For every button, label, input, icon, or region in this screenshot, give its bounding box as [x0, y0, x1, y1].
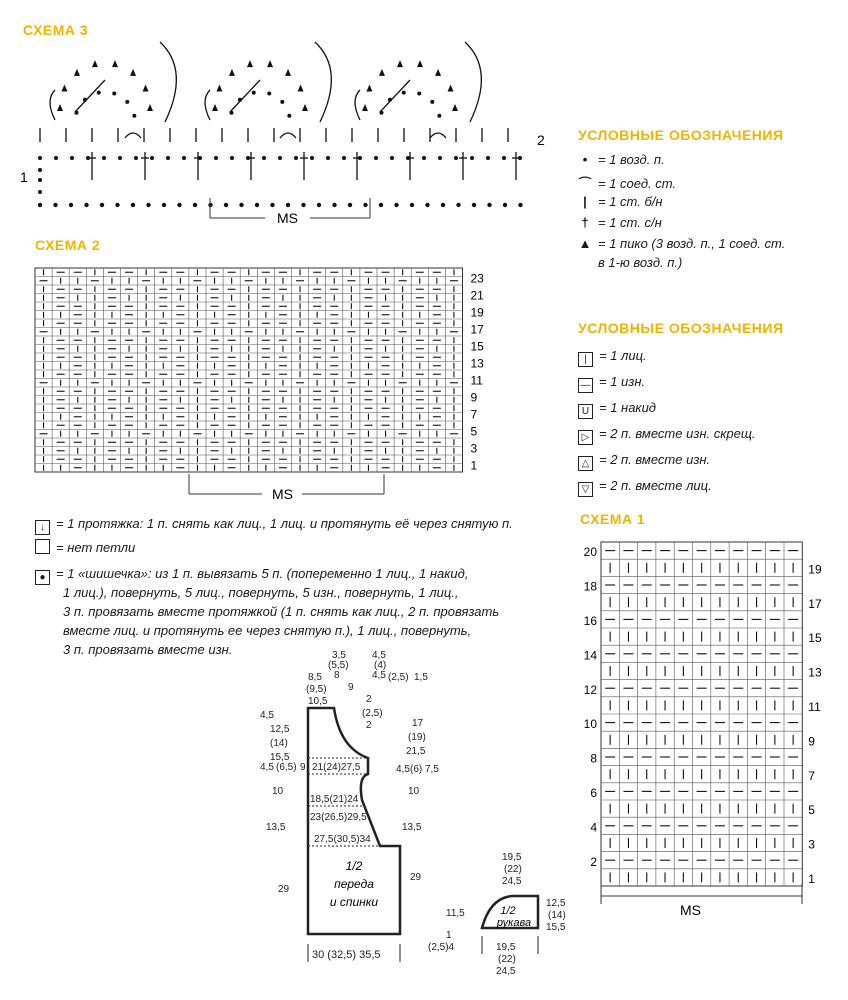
scheme3-chain-dot: [456, 203, 460, 207]
dim-s-bl2: (2,5)4: [428, 942, 455, 953]
legend1-item-bar: | = 1 ст. б/н: [578, 194, 663, 209]
dim-l8: 10: [272, 786, 284, 797]
scheme3-dot: [388, 98, 392, 102]
scheme3-chain-dot: [394, 203, 398, 207]
scheme2-row-number: 5: [470, 424, 478, 439]
dim-r3: 21,5: [406, 746, 426, 757]
scheme2-row-number: 11: [470, 373, 483, 388]
scheme1-right-number: 9: [808, 734, 815, 749]
dim-sh1: 8,5: [308, 672, 322, 683]
scheme3-chain-dot: [53, 203, 57, 207]
scheme3-dot: [112, 91, 116, 95]
legend2-item-crossed-purl: ▷ = 2 п. вместе изн. скрещ.: [578, 426, 756, 445]
scheme3-picot: [298, 84, 304, 91]
dot-icon: •: [582, 152, 588, 167]
scheme3-chain-dot: [503, 203, 507, 207]
scheme3-chain-dot: [454, 156, 458, 160]
scheme3-chain-dot: [146, 203, 150, 207]
scheme3-arrow-right: [465, 42, 481, 122]
dim-s-top1: 19,5: [502, 852, 522, 863]
scheme3-picot: [267, 60, 273, 67]
scheme2-row-number: 17: [470, 322, 484, 337]
dim-s-top2: (22): [504, 864, 522, 875]
scheme3-chain-dot: [294, 156, 298, 160]
dim-l6: (6,5): [276, 762, 297, 773]
dim-r2: (19): [408, 732, 426, 743]
dim-l9: 13,5: [266, 822, 286, 833]
dim-sh2: (9,5): [306, 684, 327, 695]
scheme3-dot: [252, 91, 256, 95]
legend1-item-cross: † = 1 ст. с/н: [578, 215, 662, 230]
scheme3-picot: [247, 60, 253, 67]
scheme3-arrow-diag: [380, 80, 410, 112]
dim-top3: 8: [334, 670, 340, 681]
dim-neck-w: 9: [348, 682, 354, 693]
scheme3-chain-dot: [38, 156, 42, 160]
scheme3-chain-dot: [38, 203, 42, 207]
scheme3-chain-dot: [182, 156, 186, 160]
scheme3-chain-dot: [115, 203, 119, 207]
scheme3-chain-dot: [278, 156, 282, 160]
scheme3-chain-dot: [342, 156, 346, 160]
dim-s-bot1: 19,5: [496, 942, 516, 953]
legend2-item-purl: — = 1 изн.: [578, 374, 645, 393]
scheme3-chain-dot: [470, 156, 474, 160]
scheme3-chain-dot: [438, 156, 442, 160]
scheme1-right-number: 1: [808, 872, 815, 886]
dim-r6: 7,5: [425, 764, 439, 775]
dim-l10: 29: [278, 884, 290, 895]
scheme3-chain-dot: [84, 203, 88, 207]
dim-nd2: (2,5): [362, 708, 383, 719]
legend2-title: УСЛОВНЫЕ ОБОЗНАЧЕНИЯ: [578, 320, 784, 336]
scheme3-dot: [229, 111, 233, 115]
scheme3-slip-arc: [430, 133, 446, 138]
pattern-diagram: [250, 640, 580, 1000]
scheme3-dot: [437, 114, 441, 118]
scheme3-picot: [74, 69, 80, 76]
body-label-2: переда: [334, 877, 374, 891]
scheme3-chain-dot: [310, 156, 314, 160]
dim-top1: 3,5: [332, 650, 346, 661]
scheme3-chain-dot: [286, 203, 290, 207]
scheme3-chain-dot: [379, 203, 383, 207]
scheme1-right-number: 3: [808, 837, 815, 852]
scheme3-dot: [267, 91, 271, 95]
scheme3-picot: [417, 60, 423, 67]
scheme3-arrow-left: [50, 90, 55, 120]
dim-r9: 29: [410, 872, 422, 883]
dim-r7: 10: [408, 786, 420, 797]
scheme2-chart: [0, 262, 520, 510]
scheme3-chain-dot: [100, 203, 104, 207]
legend1-item-picot-line2: в 1-ю возд. п.): [598, 255, 683, 270]
scheme1-right-number: 15: [808, 631, 822, 646]
body-label-1: 1/2: [345, 859, 363, 873]
scheme3-chain-dot: [54, 156, 58, 160]
scheme2-row-number: 7: [470, 407, 478, 422]
scheme3-picot: [216, 84, 222, 91]
scheme1-left-number: 16: [583, 614, 597, 628]
scheme3-picot: [302, 104, 308, 111]
scheme3-dot: [280, 100, 284, 104]
scheme2-row-number: 21: [470, 288, 484, 303]
scheme2-row-number: 13: [470, 356, 484, 371]
dim-w1: 21(24)27,5: [312, 762, 361, 773]
scheme3-picot: [143, 84, 149, 91]
scheme3-chain-dot: [502, 156, 506, 160]
scheme3-chain-dot: [38, 190, 42, 194]
scheme1-right-number: 13: [808, 665, 822, 680]
dim-s-r1: 12,5: [546, 898, 566, 909]
scheme3-row-2: 2: [537, 132, 545, 148]
scheme3-chain-dot: [425, 203, 429, 207]
dim-l5: 4,5: [260, 762, 274, 773]
dim-w4: 27,5(30,5)34: [314, 834, 371, 845]
dim-s-r2: (14): [548, 910, 566, 921]
scheme3-picot: [92, 60, 98, 67]
scheme3-chain-dot: [326, 156, 330, 160]
dim-nd1: 2: [366, 694, 372, 705]
dim-l2: 12,5: [270, 724, 290, 735]
dim-s-bl1: 1: [446, 930, 452, 941]
arc-icon: ⌒: [578, 176, 592, 191]
legend1-item-dot: • = 1 возд. п.: [578, 152, 665, 167]
dim-s-top3: 24,5: [502, 876, 522, 887]
cross-icon: †: [581, 215, 589, 230]
scheme3-chain-dot: [230, 156, 234, 160]
sleeve-label-1: 1/2: [500, 905, 516, 917]
scheme3-picot: [285, 69, 291, 76]
scheme3-chain-dot: [441, 203, 445, 207]
dim-s-left: 11,5: [446, 908, 465, 919]
dim-top4: 4,5: [372, 650, 386, 661]
scheme3-chain-dot: [166, 156, 170, 160]
scheme1-left-number: 8: [590, 751, 597, 766]
scheme3-chain-dot: [472, 203, 476, 207]
scheme3-picot: [61, 84, 67, 91]
scheme3-chain-dot: [118, 156, 122, 160]
knit-dec-icon: ▽: [578, 482, 593, 497]
scheme2-ms-label: MS: [272, 486, 293, 502]
scheme3-dot: [238, 98, 242, 102]
dim-sh4: (2,5): [388, 672, 409, 683]
scheme3-chain-dot: [262, 156, 266, 160]
scheme2-row-number: 1: [470, 458, 478, 473]
scheme1-left-number: 10: [583, 717, 597, 732]
scheme3-chain-dot: [410, 203, 414, 207]
scheme3-arrow-left: [355, 90, 360, 120]
scheme2-row-number: 9: [470, 390, 478, 405]
scheme3-dot: [379, 111, 383, 115]
scheme3-chain-dot: [214, 156, 218, 160]
scheme3-chain-dot: [38, 168, 42, 172]
scheme3-chain-dot: [301, 203, 305, 207]
legend3-item-bobble: ● = 1 «шишечка»: из 1 п. вывязать 5 п. (попеременно 1 лиц., 1 накид,: [35, 564, 468, 585]
scheme2-row-number: 23: [470, 271, 484, 286]
legend2-item-purl-dec: △ = 2 п. вместе изн.: [578, 452, 710, 471]
sleeve-label-2: рукава: [496, 917, 532, 929]
scheme3-dot: [430, 100, 434, 104]
scheme3-slip-arc: [125, 133, 141, 138]
scheme3-picot: [362, 104, 368, 111]
scheme1-right-number: 19: [808, 562, 822, 577]
scheme3-dot: [125, 100, 129, 104]
scheme3-chain-dot: [70, 156, 74, 160]
slip-dec-icon: ↓: [35, 520, 50, 535]
dim-l4: 15,5: [270, 752, 290, 763]
scheme3-picot: [212, 104, 218, 111]
scheme1-right-number: 5: [808, 803, 815, 818]
triangle-icon: ▲: [578, 236, 592, 251]
scheme3-chain-dot: [486, 156, 490, 160]
scheme3-picot: [112, 60, 118, 67]
scheme3-chart: [0, 30, 560, 235]
dim-w2: 18,5(21)24: [310, 794, 359, 805]
scheme3-chain-dot: [193, 203, 197, 207]
scheme3-picot: [379, 69, 385, 76]
dim-sh5: 1,5: [414, 672, 428, 683]
legend1-title: УСЛОВНЫЕ ОБОЗНАЧЕНИЯ: [578, 127, 784, 143]
scheme3-picot: [147, 104, 153, 111]
knit-icon: |: [578, 352, 593, 367]
scheme1-left-number: 4: [590, 820, 597, 835]
scheme1-title: СХЕМА 1: [580, 511, 646, 527]
scheme3-chain-dot: [150, 156, 154, 160]
scheme3-picot: [435, 69, 441, 76]
scheme3-row-1: 1: [20, 169, 28, 185]
legend3-bobble-line4: вместе лиц. и протянуть ее через снятую п.), 1 лиц., повернуть,: [63, 623, 472, 638]
scheme3-chain-dot: [134, 156, 138, 160]
yarn-over-icon: U: [578, 404, 593, 419]
legend1-item-arc: ⌒ = 1 соед. ст.: [578, 173, 676, 192]
legend3-bobble-line3: 3 п. провязать вместе протяжкой (1 п. снять как лиц., 2 п. провязать: [63, 604, 500, 619]
dim-w3: 23(26,5)29,5: [310, 812, 367, 823]
scheme3-dot: [74, 111, 78, 115]
legend2-item-yo: U = 1 накид: [578, 400, 656, 419]
scheme3-ms-label: MS: [277, 210, 298, 226]
bar-icon: |: [583, 194, 587, 209]
scheme3-chain-dot: [224, 203, 228, 207]
scheme3-picot: [448, 84, 454, 91]
legend2-item-knit: | = 1 лиц.: [578, 348, 647, 367]
scheme3-chain-dot: [270, 203, 274, 207]
scheme3-dot: [287, 114, 291, 118]
scheme3-picot: [452, 104, 458, 111]
dim-bottom: 30 (32,5) 35,5: [312, 949, 381, 961]
scheme3-title: СХЕМА 3: [23, 22, 89, 38]
scheme3-chain-dot: [390, 156, 394, 160]
dim-s-bot3: 24,5: [496, 966, 516, 977]
scheme3-arrow-diag: [230, 80, 260, 112]
scheme3-picot: [366, 84, 372, 91]
scheme3-dot: [417, 91, 421, 95]
scheme1-ms-label: MS: [680, 902, 701, 918]
legend3-bobble-line2: 1 лиц.), повернуть, 5 лиц., повернуть, 5 изн., повернуть, 1 лиц.,: [63, 585, 459, 600]
body-label-3: и спинки: [329, 895, 379, 909]
scheme3-chain-dot: [348, 203, 352, 207]
scheme1-right-number: 17: [808, 596, 822, 611]
dim-l1: 4,5: [260, 710, 274, 721]
scheme3-dot: [97, 91, 101, 95]
scheme3-chain-dot: [374, 156, 378, 160]
scheme3-chain-dot: [422, 156, 426, 160]
scheme3-dot: [132, 114, 136, 118]
scheme3-chain-dot: [332, 203, 336, 207]
scheme2-title: СХЕМА 2: [35, 237, 101, 253]
scheme1-right-number: 11: [808, 700, 821, 714]
scheme1-left-number: 6: [590, 786, 597, 800]
scheme1-right-number: 7: [808, 768, 815, 783]
dim-r4: 4,5: [396, 764, 410, 775]
scheme3-chain-dot: [69, 203, 73, 207]
scheme3-chain-dot: [177, 203, 181, 207]
dim-r8: 13,5: [402, 822, 422, 833]
dim-l3: (14): [270, 738, 288, 749]
scheme3-chain-dot: [317, 203, 321, 207]
scheme1-left-number: 20: [583, 545, 597, 560]
scheme3-chain-dot: [131, 203, 135, 207]
scheme1-chart: [570, 536, 840, 921]
scheme3-chain-dot: [102, 156, 106, 160]
dim-l7: 9: [300, 762, 306, 773]
dim-top5: (4): [374, 660, 387, 671]
legend3-item-no-stitch: = нет петли: [35, 538, 135, 557]
scheme3-picot: [57, 104, 63, 111]
scheme3-arrow-right: [160, 42, 176, 122]
scheme3-chain-dot: [38, 178, 42, 182]
dim-s-r3: 15,5: [546, 922, 566, 933]
scheme3-slip-arc: [280, 133, 296, 138]
legend1-item-picot: ▲ = 1 пико (3 возд. п., 1 соед. ст.: [578, 236, 786, 251]
dim-sh3: 10,5: [308, 696, 328, 707]
scheme3-chain-dot: [239, 203, 243, 207]
purl-icon: —: [578, 378, 593, 393]
scheme3-dot: [402, 91, 406, 95]
scheme1-left-number: 14: [583, 648, 597, 663]
scheme3-picot: [397, 60, 403, 67]
dim-s-bot2: (22): [498, 954, 516, 965]
dim-r1: 17: [412, 718, 424, 729]
scheme3-picot: [229, 69, 235, 76]
scheme3-chain-dot: [255, 203, 259, 207]
scheme1-left-number: 2: [590, 854, 597, 869]
scheme3-dot: [83, 98, 87, 102]
dim-top6: 4,5: [372, 670, 386, 681]
dim-nd3: 2: [366, 720, 372, 731]
legend3-item-slip-dec: ↓ = 1 протяжка: 1 п. снять как лиц., 1 лиц. и протянуть её через снятую п.: [35, 514, 513, 535]
dim-r5: (6): [410, 764, 423, 775]
scheme3-chain-dot: [518, 203, 522, 207]
scheme3-chain-dot: [363, 203, 367, 207]
legend2-item-knit-dec: ▽ = 2 п. вместе лиц.: [578, 478, 712, 497]
scheme3-chain-dot: [487, 203, 491, 207]
legend3-bobble-line5: 3 п. провязать вместе изн.: [63, 642, 233, 657]
scheme3-arrow-left: [205, 90, 210, 120]
purl-dec-icon: △: [578, 456, 593, 471]
scheme2-row-number: 3: [470, 441, 478, 456]
scheme1-left-number: 18: [583, 579, 597, 594]
crossed-purl-dec-icon: ▷: [578, 430, 593, 445]
scheme2-row-number: 19: [470, 305, 484, 320]
scheme2-row-number: 15: [470, 339, 484, 354]
scheme3-arrow-diag: [75, 80, 105, 112]
scheme3-picot: [130, 69, 136, 76]
dim-top2: (5,5): [328, 660, 349, 671]
scheme3-arrow-right: [315, 42, 331, 122]
no-stitch-icon: [35, 539, 50, 554]
scheme3-chain-dot: [162, 203, 166, 207]
bobble-icon: ●: [35, 570, 50, 585]
scheme1-left-number: 12: [583, 682, 597, 697]
